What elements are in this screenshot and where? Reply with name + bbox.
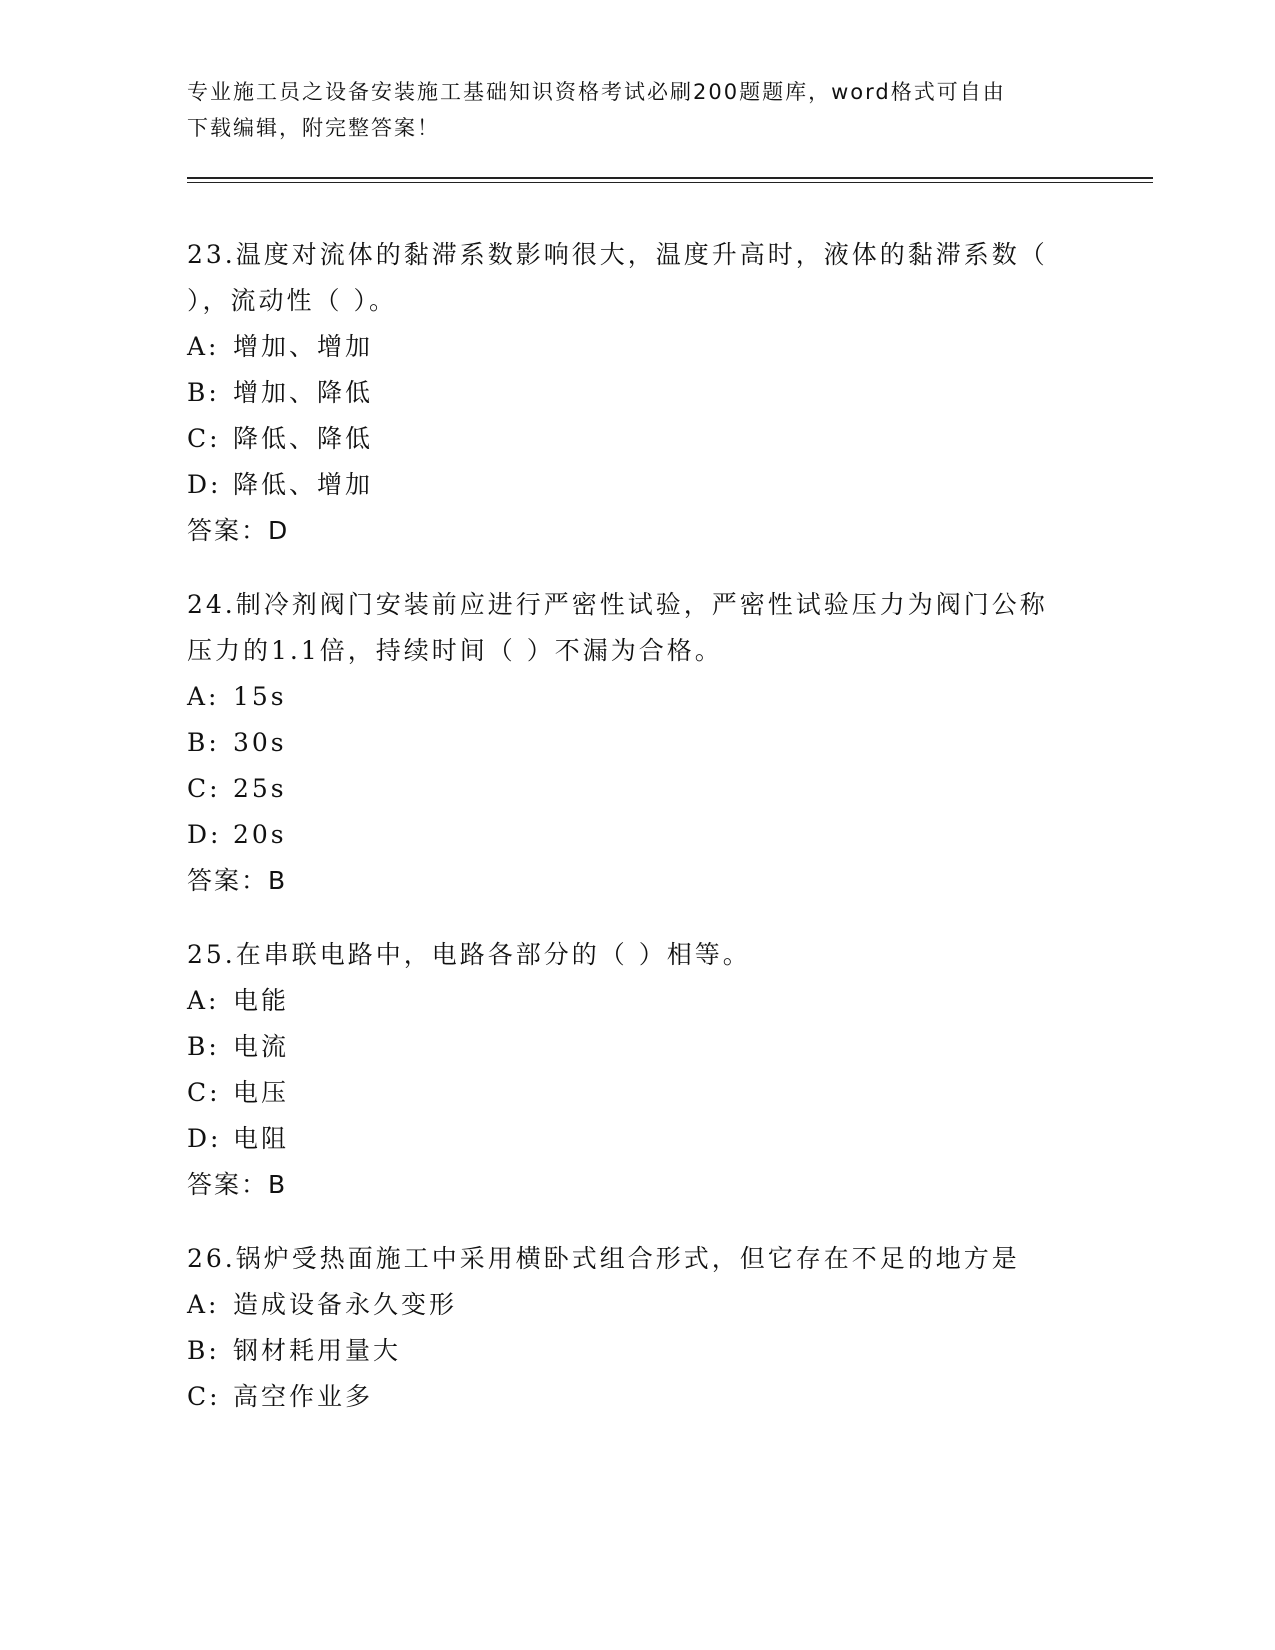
option-label: C: [187,1382,221,1411]
document-header [187,74,1087,146]
option-c [187,416,1087,462]
question-text: 25.在串联电路中，电路各部分的（ ）相等。 [187,940,751,969]
option-c [187,1070,1087,1116]
option-a [187,674,1087,720]
question-24 [187,582,1087,904]
option-b [187,1328,1087,1374]
option-d [187,1116,1087,1162]
option-text: 钢材耗用量大 [233,1336,402,1365]
option-text: 增加、增加 [233,332,374,361]
option-c [187,1374,1087,1420]
question-text: 23.温度对流体的黏滞系数影响很大，温度升高时，液体的黏滞系数（ [187,240,1048,269]
option-label: C: [187,774,221,803]
option-label: D: [187,1124,222,1153]
question-26 [187,1236,1087,1420]
option-text: 15s [233,682,287,711]
question-text: 26.锅炉受热面施工中采用横卧式组合形式，但它存在不足的地方是 [187,1244,1020,1273]
option-b [187,1024,1087,1070]
option-text: 造成设备永久变形 [233,1290,458,1319]
header-title-line-1: 专业施工员之设备安装施工基础知识资格考试必刷200题题库，word格式可自由 [187,80,1006,104]
option-label: A: [187,1290,220,1319]
option-a [187,324,1087,370]
option-text: 降低、降低 [233,424,374,453]
option-label: A: [187,986,220,1015]
option-a [187,978,1087,1024]
option-label: A: [187,332,220,361]
option-text: 电阻 [233,1124,290,1153]
answer-line: 答案：B [187,866,288,895]
answer-line: 答案：D [187,516,290,545]
answer-line: 答案：B [187,1170,288,1199]
header-divider [187,177,1153,183]
option-label: B: [187,1032,220,1061]
option-d [187,812,1087,858]
question-text: 24.制冷剂阀门安装前应进行严密性试验，严密性试验压力为阀门公称 [187,590,1048,619]
option-text: 25s [233,774,287,803]
option-label: B: [187,378,220,407]
question-text-continued: ），流动性（ ）。 [187,286,397,315]
option-text: 降低、增加 [233,470,374,499]
option-label: B: [187,1336,220,1365]
question-text-continued: 压力的1.1倍，持续时间（ ）不漏为合格。 [187,636,723,665]
question-list [187,232,1087,1448]
option-label: B: [187,728,220,757]
option-label: C: [187,1078,221,1107]
header-title-line-2: 下载编辑，附完整答案！ [187,116,440,140]
option-text: 高空作业多 [233,1382,374,1411]
option-text: 电压 [233,1078,290,1107]
option-text: 电能 [233,986,290,1015]
option-text: 电流 [233,1032,290,1061]
option-label: D: [187,470,222,499]
option-c [187,766,1087,812]
question-23 [187,232,1087,554]
option-d [187,462,1087,508]
option-label: C: [187,424,221,453]
option-text: 20s [233,820,287,849]
option-text: 增加、降低 [233,378,374,407]
option-text: 30s [233,728,287,757]
option-label: D: [187,820,222,849]
option-label: A: [187,682,220,711]
option-b [187,370,1087,416]
question-25 [187,932,1087,1208]
option-a [187,1282,1087,1328]
option-b [187,720,1087,766]
